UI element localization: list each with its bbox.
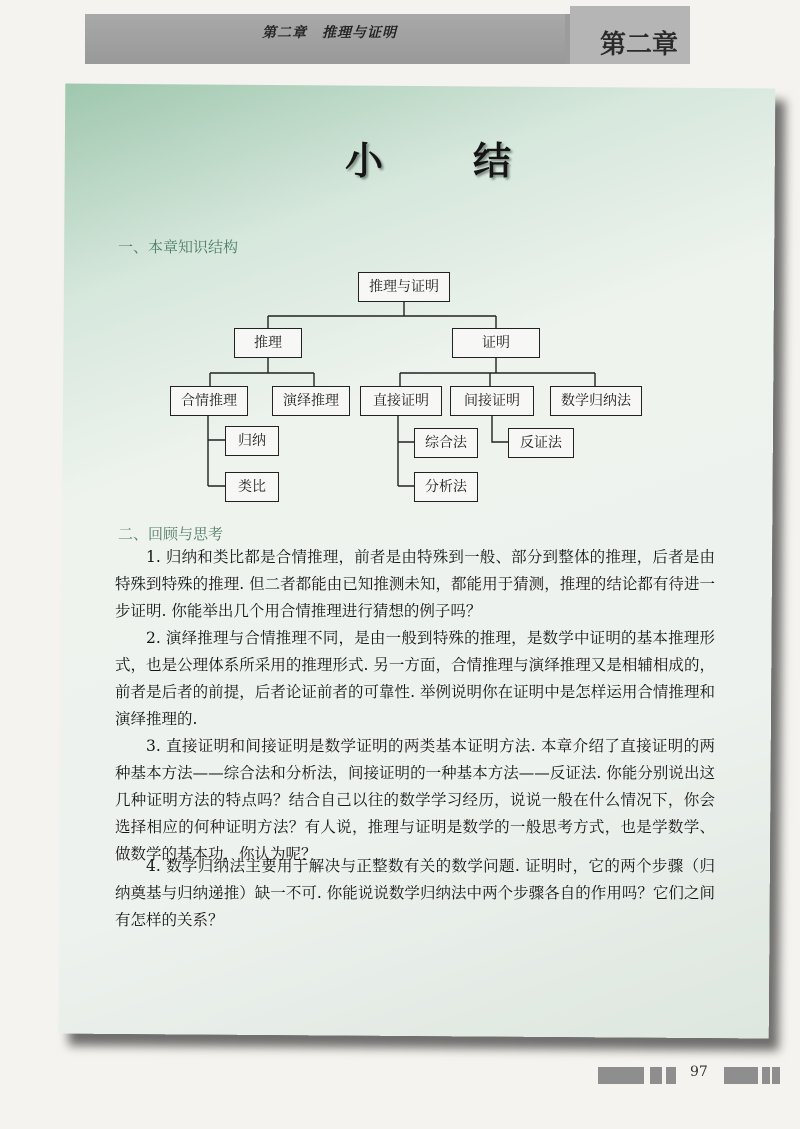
- footer-bar: [772, 1067, 780, 1084]
- paragraph-1: 1. 归纳和类比都是合情推理，前者是由特殊到一般、部分到整体的推理，后者是由特殊到特殊的推理. 但二者都能由已知推测未知，都能用于猜测，推理的结论都有待进一步证明. 你能举出几个用合情推理进行猜想的例子吗？: [115, 548, 715, 620]
- node-deductive-reasoning: 演绎推理: [272, 386, 350, 416]
- footer-bar: [650, 1067, 662, 1084]
- node-analysis-method: 分析法: [414, 472, 478, 502]
- node-proof-by-contradiction: 反证法: [508, 428, 574, 458]
- node-indirect-proof: 间接证明: [450, 386, 534, 416]
- chapter-tab-label: 第二章: [600, 30, 679, 60]
- node-synthesis-method: 综合法: [414, 428, 478, 458]
- node-analogy: 类比: [225, 472, 279, 502]
- node-plausible-reasoning: 合情推理: [170, 386, 248, 416]
- footer-bar: [666, 1067, 676, 1084]
- node-direct-proof: 直接证明: [360, 386, 442, 416]
- page-number: 97: [690, 1064, 708, 1080]
- footer-bar: [724, 1067, 758, 1084]
- node-proof: 证明: [452, 328, 540, 358]
- section-heading-structure: 一、本章知识结构: [118, 238, 239, 256]
- node-mathematical-induction: 数学归纳法: [550, 386, 642, 416]
- footer-bar: [762, 1067, 770, 1084]
- node-induction: 归纳: [225, 426, 279, 456]
- node-reasoning-and-proof: 推理与证明: [358, 272, 450, 302]
- node-reasoning: 推理: [234, 328, 302, 358]
- section-heading-review: 二、回顾与思考: [118, 525, 224, 543]
- page-title: 小 结: [345, 138, 538, 183]
- footer-bar: [598, 1067, 644, 1084]
- paragraph-4: 4. 数学归纳法主要用于解决与正整数有关的数学问题. 证明时，它的两个步骤（归纳奠基与归纳递推）缺一不可. 你能说说数学归纳法中两个步骤各自的作用吗？它们之间有怎样的关系？: [115, 857, 715, 929]
- paragraph-3: 3. 直接证明和间接证明是数学证明的两类基本证明方法. 本章介绍了直接证明的两种基本方法——综合法和分析法，间接证明的一种基本方法——反证法. 你能分别说出这几种证明方法的特点吗？结合自己以往的数学学习经历，说说一般在什么情况下，你会选择相应的何种证明方法？有人说，推理与证明是数学的一般思考方式，也是学数学、做数学的基本功，你认为呢？: [115, 737, 715, 863]
- paragraph-2: 2. 演绎推理与合情推理不同，是由一般到特殊的推理，是数学中证明的基本推理形式，也是公理体系所采用的推理形式. 另一方面，合情推理与演绎推理又是相辅相成的，前者是后者的前提，后者论证前者的可靠性. 举例说明你在证明中是怎样运用合情推理和演绎推理的.: [115, 629, 715, 728]
- running-header: 第二章 推理与证明: [262, 25, 397, 41]
